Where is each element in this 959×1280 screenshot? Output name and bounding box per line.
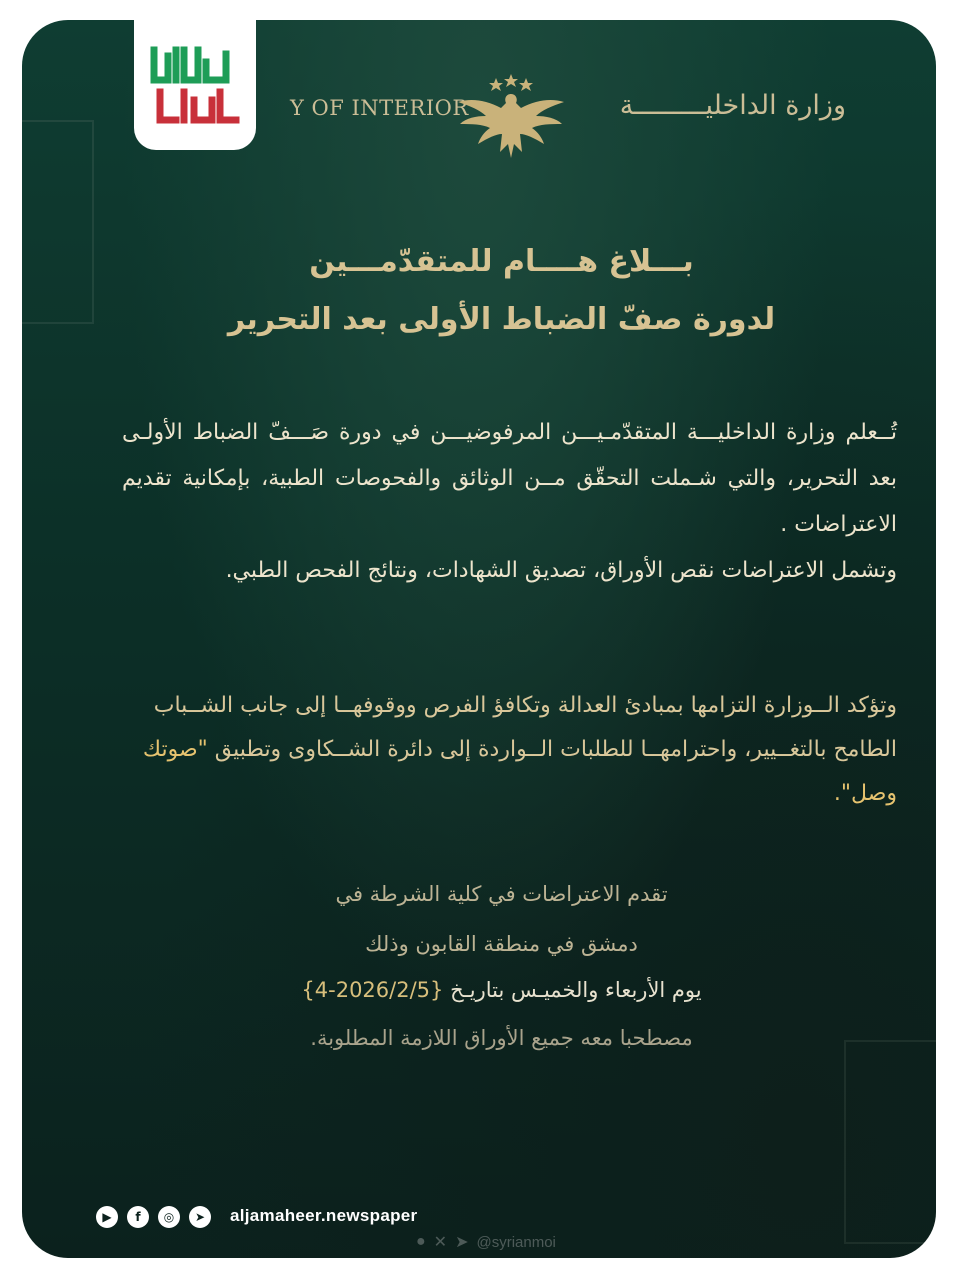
details-line-documents: مصطحبا معه جميع الأوراق اللازمة المطلوبة. — [310, 1026, 693, 1050]
date-value: {2026/2/5-4} — [301, 978, 444, 1002]
moi-social-footer — [416, 1232, 556, 1252]
announcement-card — [22, 20, 936, 1258]
decorative-frame-right — [844, 1040, 936, 1244]
announcement-subtitle: لدورة صفّ الضباط الأولى بعد التحرير — [227, 302, 776, 337]
facebook-icon: ● — [416, 1233, 426, 1250]
youtube-icon[interactable]: ▶ — [96, 1206, 118, 1228]
date-label: يوم الأربعاء والخميـس بتاريـخ — [450, 978, 702, 1002]
moi-handle: @syrianmoi — [476, 1233, 556, 1251]
commitment-text: وتؤكد الــوزارة التزامها بمبادئ العدالة وتكافؤ الفرص ووقوفهــا إلى جانب الشــباب الطامح بالتغــيير، واحترامهــا للطلبات الــواردة إلى دائرة الشــكاوى وتطبيق — [153, 693, 897, 762]
ministry-name-english: Y OF INTERIOR — [290, 96, 469, 120]
ministry-name-arabic: وزارة الداخليـــــــــة — [619, 90, 846, 121]
x-icon: ✕ — [433, 1234, 448, 1251]
telegram-icon: ➤ — [455, 1234, 469, 1251]
telegram-icon[interactable]: ➤ — [189, 1206, 211, 1228]
paragraph-announcement: تُــعلم وزارة الداخليـــة المتقدّمـيـــن المرفوضيـــن في دورة صَـــفّ الضباط الأولـى بعد التحرير، والتي شـملت التحقّق مــن الوثائق والفحوصات الطبية، بإمكانية تقديم الاعتراضات . — [122, 420, 897, 537]
decorative-frame-left — [22, 120, 94, 324]
eagle-emblem-icon — [456, 72, 566, 160]
paragraph-commitment — [122, 684, 897, 816]
app-name-highlight: "صوتك وصل". — [142, 737, 897, 806]
details-line-location: تقدم الاعتراضات في كلية الشرطة في — [335, 882, 668, 906]
paragraph-objections: وتشمل الاعتراضات نقص الأوراق، تصديق الشهادات، ونتائج الفحص الطبي. — [225, 558, 897, 583]
newspaper-logo-badge — [134, 20, 256, 150]
details-line-area: دمشق في منطقة القابون وذلك — [365, 932, 638, 956]
facebook-icon[interactable]: f — [127, 1206, 149, 1228]
announcement-title: بـــلاغ هــــام للمتقدّمـــين — [309, 244, 694, 279]
jamaheer-logo — [146, 40, 244, 130]
instagram-icon[interactable]: ◎ — [158, 1206, 180, 1228]
details-line-date — [222, 978, 781, 1002]
social-icons — [96, 1206, 211, 1228]
newspaper-handle[interactable]: aljamaheer.newspaper — [230, 1206, 418, 1225]
